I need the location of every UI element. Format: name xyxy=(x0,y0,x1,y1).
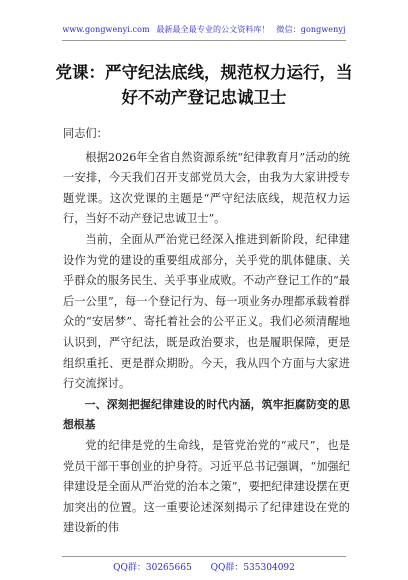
header-divider xyxy=(62,40,346,41)
header-wechat: 微信：gongwenyj xyxy=(276,25,346,34)
section-heading: 一、深刻把握纪律建设的时代内涵，筑牢拒腐防变的思想根基 xyxy=(63,397,350,432)
footer-qq-group-2: QQ群：535304092 xyxy=(210,563,295,573)
page-header xyxy=(0,24,408,35)
footer-divider xyxy=(62,556,346,557)
body-paragraph: 党的纪律是党的生命线，是管党治党的“戒尺”，也是党员干部干事创业的护身符。习近平总书记强调，“加强纪律建设是全面从严治党的治本之策”，要把纪律建设摆在更加突出的位置。这一重要论述深刻揭示了纪律建设在党的建设新的伟 xyxy=(63,438,350,535)
footer-qq-group-1: QQ群：30265665 xyxy=(113,563,192,573)
document-body xyxy=(63,124,350,539)
body-paragraph: 当前，全面从严治党已经深入推进到新阶段，纪律建设作为党的建设的重要组成部分，关乎党的肌体健康、关乎群众的服务民生、关乎事业成败。不动产登记工作的“最后一公里”，每一个登记行为、每一项业务办理都承载着群众的“安居梦”、寄托着社会的公平正义。我们必须清醒地认识到，严守纪法，既是政治要求，也是履职保障，更是组织重托、更是群众期盼。今天，我从四个方面与大家进行交流探讨。 xyxy=(63,232,350,391)
header-slogan: 最新最全最专业的公文资料库！ xyxy=(156,25,270,34)
header-website-link[interactable]: www.gongwenyi.com xyxy=(62,25,150,34)
document-title: 党课：严守纪法底线，规范权力运行，当好不动产登记忠诚卫士 xyxy=(55,63,353,107)
body-paragraph: 根据2026年全省自然资源系统“纪律教育月”活动的统一安排，今天我们召开支部党员大会，由我为大家讲授专题党课。这次党课的主题是“严守纪法底线，规范权力运行，当好不动产登记忠诚卫士”。 xyxy=(63,150,350,226)
page-footer xyxy=(0,560,408,573)
salutation: 同志们： xyxy=(63,127,108,140)
